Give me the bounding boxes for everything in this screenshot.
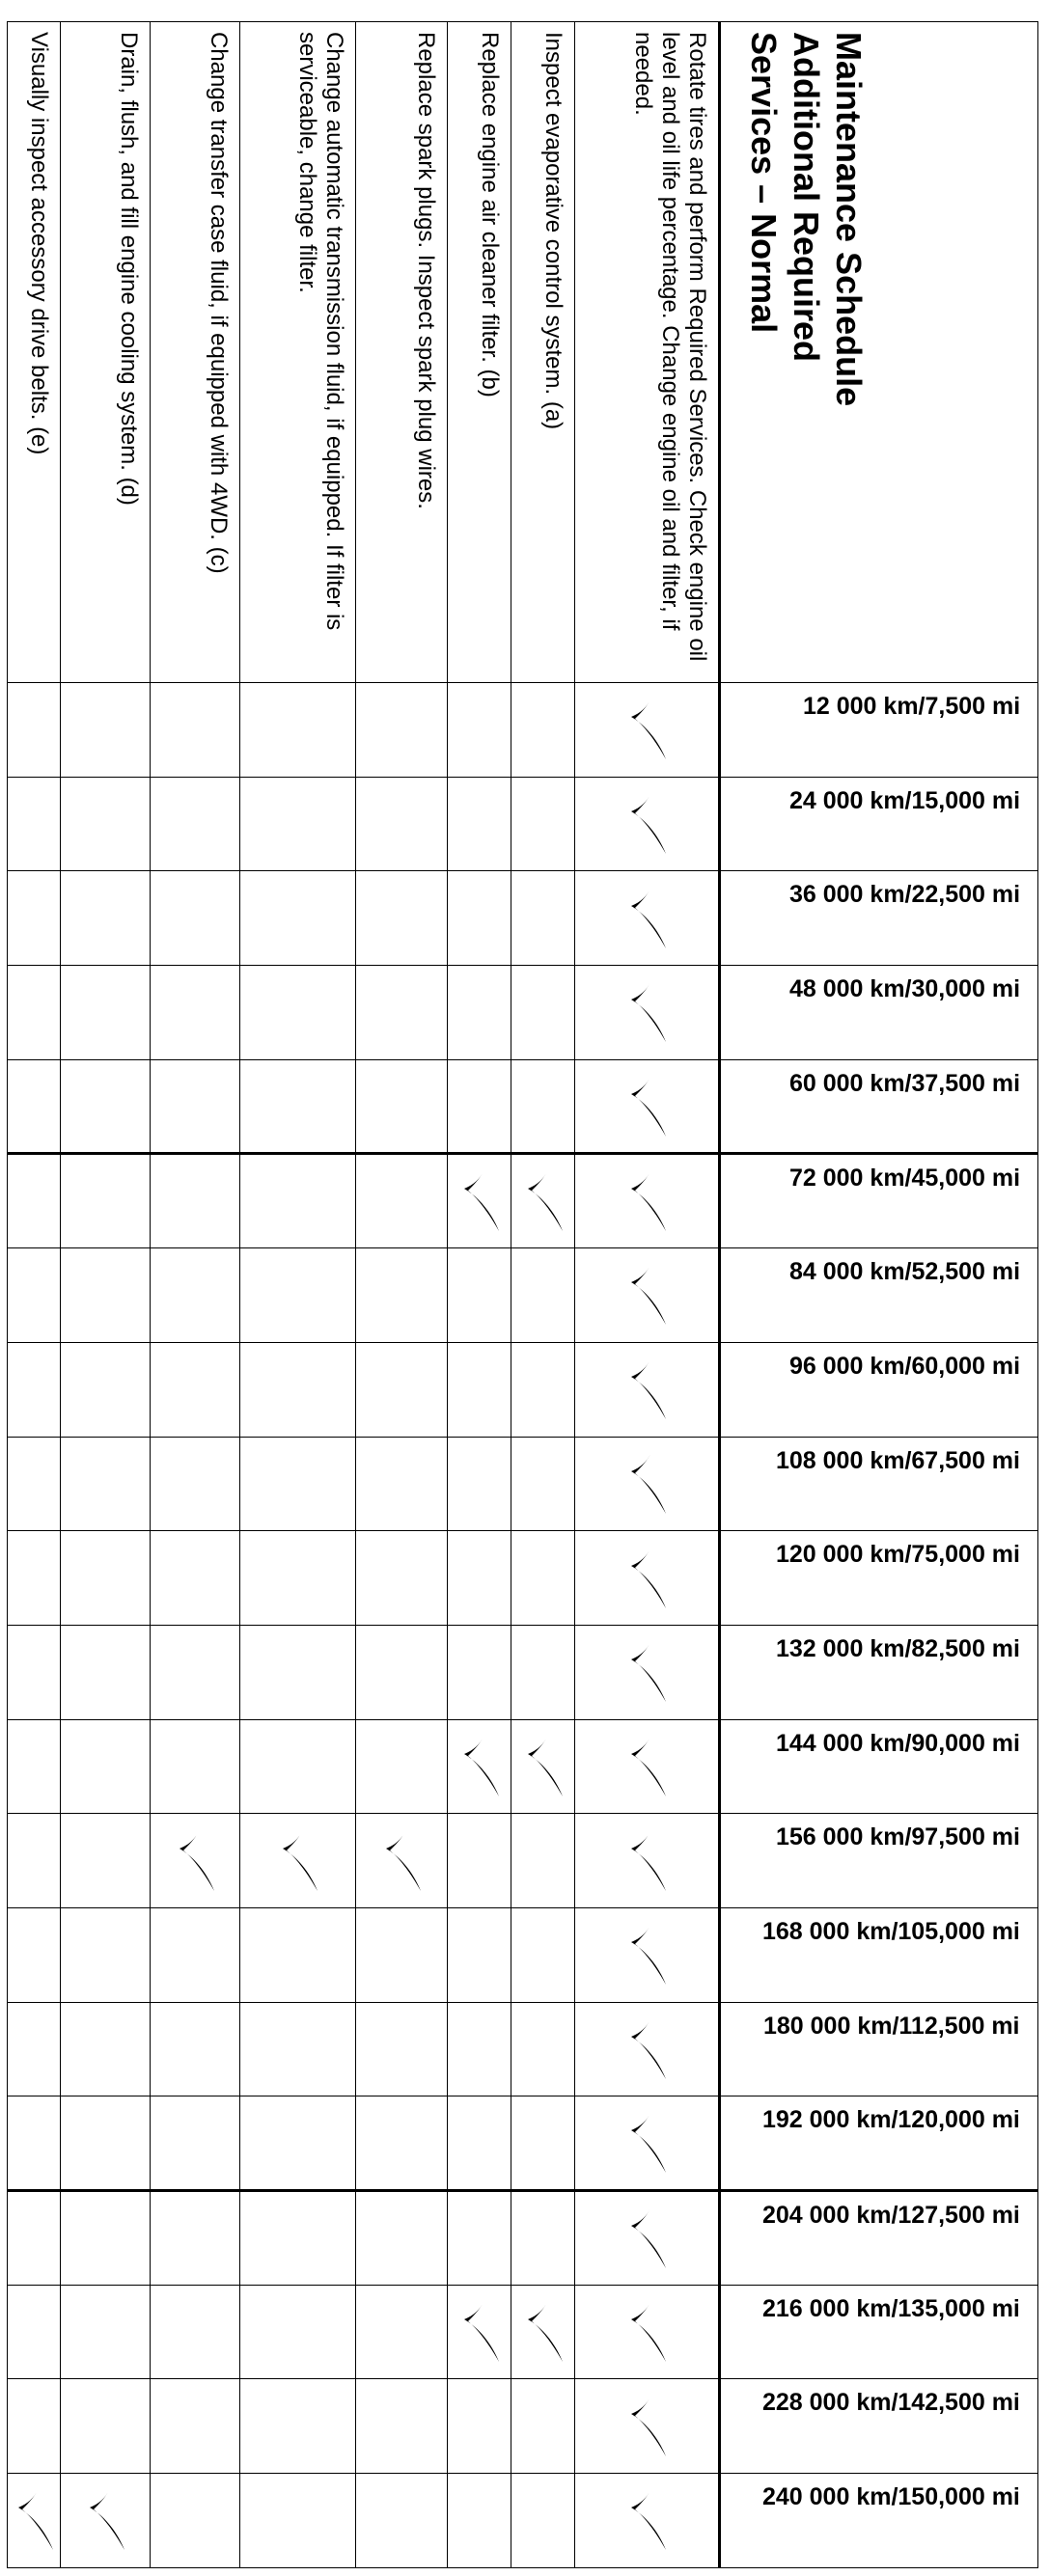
service-checked-cell xyxy=(575,2191,720,2286)
interval-header-cell xyxy=(720,2379,1038,2474)
interval-header-cell xyxy=(720,1625,1038,1719)
service-empty-cell xyxy=(8,2379,61,2474)
service-empty-cell xyxy=(61,777,151,871)
service-description: Visually inspect accessory drive belts. (e) xyxy=(8,22,61,683)
service-empty-cell xyxy=(151,1437,240,1531)
service-empty-cell xyxy=(448,2002,511,2096)
service-empty-cell xyxy=(356,966,448,1060)
service-empty-cell xyxy=(8,1059,61,1154)
service-empty-cell xyxy=(61,871,151,966)
service-checked-cell xyxy=(575,1342,720,1437)
service-checked-cell xyxy=(575,1154,720,1248)
service-empty-cell xyxy=(8,966,61,1060)
service-empty-cell xyxy=(8,1814,61,1908)
service-empty-cell xyxy=(8,777,61,871)
service-empty-cell xyxy=(151,1248,240,1343)
checkmark-icon xyxy=(177,1827,219,1895)
checkmark-icon xyxy=(628,1638,671,1706)
interval-header-cell xyxy=(720,2285,1038,2379)
checkmark-icon xyxy=(87,2486,129,2554)
checkmark-icon xyxy=(628,1545,671,1612)
interval-header-cell xyxy=(720,1814,1038,1908)
interval-header-row xyxy=(720,22,1038,2568)
service-empty-cell xyxy=(511,2474,575,2568)
interval-label: 120 000 km/75,000 mi xyxy=(776,1541,1020,1569)
service-empty-cell xyxy=(448,2191,511,2286)
maintenance-schedule-table xyxy=(7,21,1038,2568)
service-checked-cell xyxy=(575,2096,720,2191)
checkmark-icon xyxy=(628,1733,671,1800)
service-empty-cell xyxy=(448,2379,511,2474)
checkmark-icon xyxy=(460,2298,503,2366)
interval-label: 132 000 km/82,500 mi xyxy=(776,1634,1020,1662)
service-empty-cell xyxy=(356,1625,448,1719)
service-row xyxy=(575,22,720,2568)
service-empty-cell xyxy=(356,2285,448,2379)
checkmark-icon xyxy=(628,1073,671,1140)
service-row xyxy=(151,22,240,2568)
interval-header-cell xyxy=(720,1907,1038,2002)
service-empty-cell xyxy=(61,2285,151,2379)
service-empty-cell xyxy=(151,2191,240,2286)
service-empty-cell xyxy=(356,1342,448,1437)
service-empty-cell xyxy=(511,1059,575,1154)
interval-label: 216 000 km/135,000 mi xyxy=(762,2294,1020,2322)
service-empty-cell xyxy=(448,966,511,1060)
service-empty-cell xyxy=(448,871,511,966)
service-empty-cell xyxy=(511,1248,575,1343)
service-empty-cell xyxy=(511,1342,575,1437)
service-empty-cell xyxy=(448,1625,511,1719)
checkmark-icon xyxy=(383,1827,426,1895)
service-empty-cell xyxy=(240,1248,356,1343)
service-empty-cell xyxy=(61,1437,151,1531)
service-empty-cell xyxy=(240,1531,356,1626)
schedule-title xyxy=(720,22,1038,683)
service-empty-cell xyxy=(240,683,356,778)
interval-label: 60 000 km/37,500 mi xyxy=(788,1069,1020,1097)
checkmark-icon xyxy=(279,1827,321,1895)
service-empty-cell xyxy=(61,2379,151,2474)
service-empty-cell xyxy=(8,683,61,778)
service-empty-cell xyxy=(448,683,511,778)
service-empty-cell xyxy=(356,2379,448,2474)
service-checked-cell xyxy=(575,966,720,1060)
service-checked-cell xyxy=(575,1814,720,1908)
service-checked-cell xyxy=(575,871,720,966)
service-empty-cell xyxy=(511,1531,575,1626)
interval-label: 108 000 km/67,500 mi xyxy=(776,1446,1020,1474)
service-empty-cell xyxy=(448,2096,511,2191)
service-empty-cell xyxy=(8,2096,61,2191)
checkmark-icon xyxy=(628,790,671,858)
service-empty-cell xyxy=(61,1342,151,1437)
service-empty-cell xyxy=(8,2002,61,2096)
service-empty-cell xyxy=(61,2191,151,2286)
service-empty-cell xyxy=(356,2474,448,2568)
service-empty-cell xyxy=(61,1059,151,1154)
service-checked-cell xyxy=(575,2379,720,2474)
service-empty-cell xyxy=(61,2096,151,2191)
checkmark-icon xyxy=(628,1356,671,1423)
service-checked-cell xyxy=(448,1719,511,1814)
service-row xyxy=(511,22,575,2568)
interval-label: 12 000 km/7,500 mi xyxy=(802,693,1020,720)
service-empty-cell xyxy=(511,2002,575,2096)
service-empty-cell xyxy=(8,871,61,966)
service-empty-cell xyxy=(8,1248,61,1343)
service-empty-cell xyxy=(356,1907,448,2002)
service-checked-cell xyxy=(575,2285,720,2379)
service-checked-cell xyxy=(575,1719,720,1814)
service-empty-cell xyxy=(356,2191,448,2286)
interval-label: 180 000 km/112,500 mi xyxy=(763,2012,1020,2040)
service-checked-cell xyxy=(511,1154,575,1248)
checkmark-icon xyxy=(628,2486,671,2554)
service-empty-cell xyxy=(151,2096,240,2191)
service-empty-cell xyxy=(448,1437,511,1531)
interval-header-cell xyxy=(720,966,1038,1060)
service-empty-cell xyxy=(8,1531,61,1626)
service-checked-cell xyxy=(575,1437,720,1531)
interval-label: 156 000 km/97,500 mi xyxy=(776,1823,1020,1851)
interval-label: 72 000 km/45,000 mi xyxy=(788,1165,1020,1192)
service-checked-cell xyxy=(575,1625,720,1719)
service-empty-cell xyxy=(151,1531,240,1626)
service-empty-cell xyxy=(151,1907,240,2002)
interval-header-cell xyxy=(720,683,1038,778)
service-empty-cell xyxy=(151,2285,240,2379)
interval-label: 204 000 km/127,500 mi xyxy=(762,2202,1020,2229)
checkmark-icon xyxy=(628,1921,671,1988)
service-empty-cell xyxy=(356,2002,448,2096)
interval-label: 84 000 km/52,500 mi xyxy=(788,1258,1020,1286)
service-checked-cell xyxy=(240,1814,356,1908)
service-empty-cell xyxy=(61,683,151,778)
service-empty-cell xyxy=(61,1814,151,1908)
interval-label: 240 000 km/150,000 mi xyxy=(762,2483,1020,2511)
service-row xyxy=(356,22,448,2568)
service-empty-cell xyxy=(240,2096,356,2191)
checkmark-icon xyxy=(524,1167,566,1235)
service-empty-cell xyxy=(240,2379,356,2474)
service-description: Change transfer case fluid, if equipped with 4WD. (c) xyxy=(151,22,240,683)
service-empty-cell xyxy=(61,1907,151,2002)
title-line-3: Services – Normal xyxy=(744,32,784,334)
service-empty-cell xyxy=(61,2002,151,2096)
service-empty-cell xyxy=(240,1059,356,1154)
interval-label: 228 000 km/142,500 mi xyxy=(762,2389,1020,2417)
service-row xyxy=(8,22,61,2568)
interval-label: 48 000 km/30,000 mi xyxy=(788,975,1020,1003)
title-line-2: Additional Required xyxy=(787,32,826,362)
service-empty-cell xyxy=(356,683,448,778)
service-empty-cell xyxy=(151,871,240,966)
checkmark-icon xyxy=(628,2393,671,2460)
service-empty-cell xyxy=(356,1531,448,1626)
service-checked-cell xyxy=(511,1719,575,1814)
service-empty-cell xyxy=(8,1154,61,1248)
checkmark-icon xyxy=(628,1167,671,1235)
service-empty-cell xyxy=(448,1248,511,1343)
service-empty-cell xyxy=(240,777,356,871)
service-empty-cell xyxy=(8,2191,61,2286)
title-line-1: Maintenance Schedule xyxy=(829,32,869,407)
service-checked-cell xyxy=(151,1814,240,1908)
interval-header-cell xyxy=(720,1342,1038,1437)
interval-label: 96 000 km/60,000 mi xyxy=(788,1352,1020,1380)
service-checked-cell xyxy=(575,1907,720,2002)
service-empty-cell xyxy=(8,1437,61,1531)
service-empty-cell xyxy=(511,871,575,966)
service-empty-cell xyxy=(511,2379,575,2474)
checkmark-icon xyxy=(628,2205,671,2272)
service-empty-cell xyxy=(448,2474,511,2568)
service-checked-cell xyxy=(8,2474,61,2568)
checkmark-icon xyxy=(524,1733,566,1800)
service-empty-cell xyxy=(356,1248,448,1343)
service-empty-cell xyxy=(240,2474,356,2568)
service-empty-cell xyxy=(511,1907,575,2002)
service-empty-cell xyxy=(356,1154,448,1248)
service-checked-cell xyxy=(575,777,720,871)
service-empty-cell xyxy=(240,1342,356,1437)
service-checked-cell xyxy=(575,683,720,778)
service-empty-cell xyxy=(448,1059,511,1154)
service-empty-cell xyxy=(151,2474,240,2568)
service-empty-cell xyxy=(151,1342,240,1437)
service-empty-cell xyxy=(511,1437,575,1531)
service-checked-cell xyxy=(575,1248,720,1343)
interval-header-cell xyxy=(720,1437,1038,1531)
interval-header-cell xyxy=(720,871,1038,966)
service-empty-cell xyxy=(151,1719,240,1814)
interval-label: 168 000 km/105,000 mi xyxy=(762,1917,1020,1945)
interval-header-cell xyxy=(720,1059,1038,1154)
service-empty-cell xyxy=(240,2285,356,2379)
checkmark-icon xyxy=(460,1733,503,1800)
service-empty-cell xyxy=(151,683,240,778)
service-empty-cell xyxy=(356,1719,448,1814)
service-empty-cell xyxy=(8,2285,61,2379)
service-empty-cell xyxy=(61,1719,151,1814)
checkmark-icon xyxy=(628,1261,671,1329)
checkmark-icon xyxy=(628,2298,671,2366)
interval-header-cell xyxy=(720,2096,1038,2191)
service-empty-cell xyxy=(240,2002,356,2096)
service-checked-cell xyxy=(575,2002,720,2096)
service-empty-cell xyxy=(511,683,575,778)
service-empty-cell xyxy=(448,1907,511,2002)
service-empty-cell xyxy=(448,1342,511,1437)
service-empty-cell xyxy=(240,2191,356,2286)
service-empty-cell xyxy=(240,1907,356,2002)
service-empty-cell xyxy=(151,2002,240,2096)
service-empty-cell xyxy=(511,2096,575,2191)
service-empty-cell xyxy=(151,1059,240,1154)
service-empty-cell xyxy=(8,1907,61,2002)
service-empty-cell xyxy=(240,1437,356,1531)
checkmark-icon xyxy=(15,2486,58,2554)
service-row xyxy=(240,22,356,2568)
service-description: Inspect evaporative control system. (a) xyxy=(511,22,575,683)
service-empty-cell xyxy=(61,1531,151,1626)
interval-label: 36 000 km/22,500 mi xyxy=(788,881,1020,909)
service-empty-cell xyxy=(8,1719,61,1814)
service-description: Rotate tires and perform Required Services. Check engine oil level and oil life percentage. Change engine oil and filter, if needed. xyxy=(575,22,720,683)
service-checked-cell xyxy=(61,2474,151,2568)
service-empty-cell xyxy=(511,966,575,1060)
service-empty-cell xyxy=(511,2191,575,2286)
service-checked-cell xyxy=(511,2285,575,2379)
service-description: Drain, flush, and fill engine cooling system. (d) xyxy=(61,22,151,683)
service-empty-cell xyxy=(61,1154,151,1248)
interval-header-cell xyxy=(720,777,1038,871)
interval-header-cell xyxy=(720,1719,1038,1814)
service-empty-cell xyxy=(356,2096,448,2191)
service-empty-cell xyxy=(8,1342,61,1437)
service-empty-cell xyxy=(151,966,240,1060)
interval-header-cell xyxy=(720,2474,1038,2568)
checkmark-icon xyxy=(524,2298,566,2366)
service-description: Change automatic transmission fluid, if equipped. If filter is serviceable, change filter. xyxy=(240,22,356,683)
service-empty-cell xyxy=(151,1154,240,1248)
service-checked-cell xyxy=(575,1059,720,1154)
service-empty-cell xyxy=(151,1625,240,1719)
service-empty-cell xyxy=(448,777,511,871)
service-empty-cell xyxy=(448,1814,511,1908)
service-empty-cell xyxy=(151,2379,240,2474)
service-description: Replace engine air cleaner filter. (b) xyxy=(448,22,511,683)
service-empty-cell xyxy=(61,1248,151,1343)
service-empty-cell xyxy=(240,966,356,1060)
checkmark-icon xyxy=(628,1827,671,1895)
service-empty-cell xyxy=(240,1154,356,1248)
service-empty-cell xyxy=(356,1437,448,1531)
service-empty-cell xyxy=(356,1059,448,1154)
service-empty-cell xyxy=(8,1625,61,1719)
checkmark-icon xyxy=(628,696,671,763)
interval-header-cell xyxy=(720,2002,1038,2096)
service-checked-cell xyxy=(448,1154,511,1248)
service-empty-cell xyxy=(448,1531,511,1626)
service-empty-cell xyxy=(511,1814,575,1908)
service-empty-cell xyxy=(356,871,448,966)
checkmark-icon xyxy=(628,2015,671,2083)
service-checked-cell xyxy=(575,1531,720,1626)
service-empty-cell xyxy=(240,1719,356,1814)
interval-label: 192 000 km/120,000 mi xyxy=(762,2106,1020,2134)
service-checked-cell xyxy=(575,2474,720,2568)
service-description: Replace spark plugs. Inspect spark plug wires. xyxy=(356,22,448,683)
service-empty-cell xyxy=(240,1625,356,1719)
service-empty-cell xyxy=(240,871,356,966)
interval-label: 144 000 km/90,000 mi xyxy=(776,1729,1020,1757)
checkmark-icon xyxy=(628,1450,671,1518)
interval-header-cell xyxy=(720,2191,1038,2286)
interval-header-cell xyxy=(720,1154,1038,1248)
checkmark-icon xyxy=(460,1167,503,1235)
interval-label: 24 000 km/15,000 mi xyxy=(788,786,1020,814)
service-empty-cell xyxy=(151,777,240,871)
checkmark-icon xyxy=(628,885,671,952)
service-empty-cell xyxy=(61,966,151,1060)
service-row xyxy=(61,22,151,2568)
service-row xyxy=(448,22,511,2568)
service-empty-cell xyxy=(511,777,575,871)
checkmark-icon xyxy=(628,2109,671,2177)
service-empty-cell xyxy=(356,777,448,871)
interval-header-cell xyxy=(720,1248,1038,1343)
interval-header-cell xyxy=(720,1531,1038,1626)
service-checked-cell xyxy=(448,2285,511,2379)
service-empty-cell xyxy=(61,1625,151,1719)
service-empty-cell xyxy=(511,1625,575,1719)
checkmark-icon xyxy=(628,978,671,1046)
service-checked-cell xyxy=(356,1814,448,1908)
